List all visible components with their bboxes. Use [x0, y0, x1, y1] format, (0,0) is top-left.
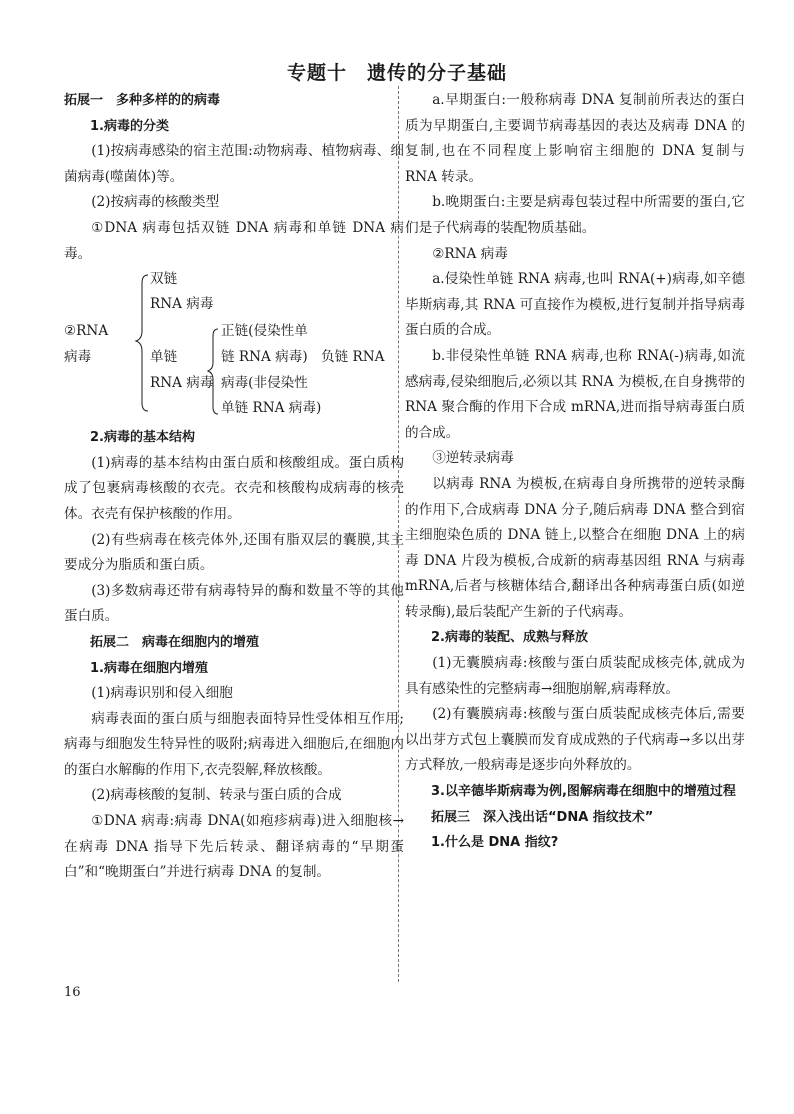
- section-structure-title: 2.病毒的基本结构: [90, 430, 195, 446]
- extension-two-title: 拓展二 病毒在细胞内的增殖: [90, 634, 260, 650]
- tree-single-strand: 单链: [150, 349, 178, 366]
- tree-positive-strand-line1: 正链(侵染性单: [221, 323, 308, 340]
- paragraph: (2)有些病毒在核壳体外,还围有脂双层的囊膜,其主要成分为脂质和蛋白质。: [64, 531, 404, 574]
- tree-single-strand-rna: RNA 病毒: [150, 375, 214, 392]
- paragraph: a.侵染性单链 RNA 病毒,也叫 RNA(+)病毒,如辛德毕斯病毒,其 RNA 可直接作为模板,进行复制并指导病毒蛋白质的合成。: [405, 271, 745, 339]
- tree-root-line1: ②RNA: [64, 323, 109, 340]
- section-sindbis-title: 3.以辛德毕斯病毒为例,图解病毒在细胞中的增殖过程: [431, 784, 736, 800]
- section-classification-title: 1.病毒的分类: [90, 118, 169, 134]
- paragraph: 病毒表面的蛋白质与细胞表面特异性受体相互作用;病毒与细胞发生特异性的吸附;病毒进入细胞后,在细胞内的蛋白水解酶的作用下,衣壳裂解,释放核酸。: [64, 710, 404, 778]
- paragraph: (1)病毒的基本结构由蛋白质和核酸组成。蛋白质构成了包裹病毒核酸的衣壳。衣壳和核酸构成病毒的核壳体。衣壳有保护核酸的作用。: [64, 454, 404, 522]
- tree-negative-strand-line3: 单链 RNA 病毒): [221, 400, 322, 417]
- page-number: 16: [64, 985, 81, 1000]
- section-dna-fingerprint-title: 1.什么是 DNA 指纹?: [431, 835, 559, 851]
- tree-double-strand: 双链: [150, 271, 178, 288]
- tree-root-line2: 病毒: [64, 349, 92, 366]
- paragraph: ①DNA 病毒包括双链 DNA 病毒和单链 DNA 病毒。: [64, 219, 404, 262]
- tree-positive-strand-line2: 链 RNA 病毒): [221, 349, 308, 366]
- paragraph: (1)按病毒感染的宿主范围:动物病毒、植物病毒、细菌病毒(噬菌体)等。: [64, 143, 404, 185]
- paragraph: (3)多数病毒还带有病毒特异的酶和数量不等的其他蛋白质。: [64, 582, 404, 625]
- paragraph-late-protein: b.晚期蛋白:主要是病毒包装过程中所需要的蛋白,它们是子代病毒的装配物质基础。: [405, 194, 745, 236]
- paragraph-early-protein: a.早期蛋白:一般称病毒 DNA 复制前所表达的蛋白质为早期蛋白,主要调节病毒基因的表达及病毒 DNA 的复制,也在不同程度上影响宿主细胞的 DNA 复制与 RNA 转录。: [405, 92, 745, 185]
- tree-negative-strand-line2: 病毒(非侵染性: [221, 375, 308, 392]
- paragraph: (1)无囊膜病毒:核酸与蛋白质装配成核壳体,就成为具有感染性的完整病毒→细胞崩解,病毒释放。: [405, 655, 745, 697]
- extension-one-title: 拓展一 多种多样的的病毒: [64, 93, 221, 108]
- paragraph-rna-virus: ②RNA 病毒: [432, 245, 508, 262]
- paragraph-retrovirus: ③逆转录病毒: [432, 450, 514, 467]
- paragraph: (2)病毒核酸的复制、转录与蛋白质的合成: [91, 787, 342, 804]
- tree-negative-strand-line1: 负链 RNA: [321, 349, 385, 366]
- paragraph: (2)按病毒的核酸类型: [91, 194, 220, 211]
- paragraph: 以病毒 RNA 为模板,在病毒自身所携带的逆转录酶的作用下,合成病毒 DNA 分子,随后病毒 DNA 整合到宿主细胞染色质的 DNA 链上,以整合在细胞 DNA 上的病毒 DNA 片段为模板,合成新的病毒基因组 RNA 与病毒 mRNA,后者与核糖体结合,翻译出各种病毒蛋白质(如逆转录酶),最后装配产生新的子代病毒。: [405, 475, 745, 620]
- paragraph: ①DNA 病毒:病毒 DNA(如疱疹病毒)进入细胞核→在病毒 DNA 指导下先后转录、翻译病毒的“早期蛋白”和“晚期蛋白”并进行病毒 DNA 的复制。: [64, 813, 404, 881]
- section-assembly-title: 2.病毒的装配、成熟与释放: [431, 630, 588, 646]
- paragraph: b.非侵染性单链 RNA 病毒,也称 RNA(-)病毒,如流感病毒,侵染细胞后,必须以其 RNA 为模板,在自身携带的 RNA 聚合酶的作用下合成 mRNA,进而指导病毒蛋白质的合成。: [405, 347, 745, 441]
- rna-virus-tree-diagram: [64, 269, 404, 421]
- section-proliferation-title: 1.病毒在细胞内增殖: [90, 660, 208, 676]
- tree-double-strand-rna: RNA 病毒: [150, 296, 214, 313]
- left-column: [64, 88, 404, 886]
- paragraph: (1)病毒识别和侵入细胞: [91, 685, 233, 702]
- extension-three-title: 拓展三 深入浅出话“DNA 指纹技术”: [431, 809, 654, 825]
- page-title: 专题十 遗传的分子基础: [286, 62, 507, 84]
- paragraph: (2)有囊膜病毒:核酸与蛋白质装配成核壳体后,需要以出芽方式包上囊膜而发育成成熟的子代病毒→多以出芽方式释放,一般病毒是逐步向外释放的。: [405, 706, 745, 774]
- right-column: [405, 88, 745, 856]
